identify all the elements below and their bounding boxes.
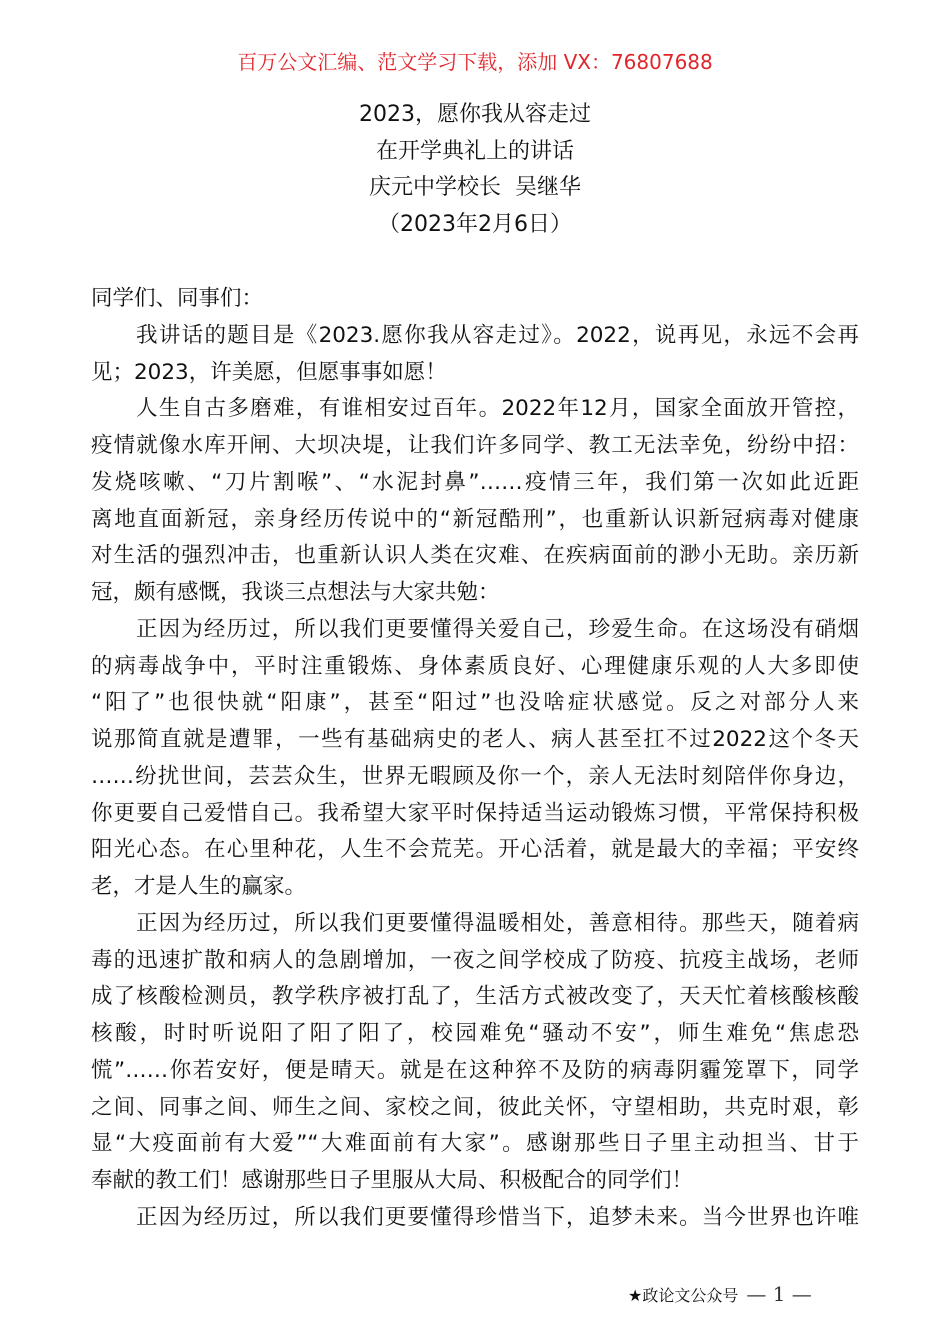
speech-author: 庆元中学校长 吴继华 [369,175,581,200]
paragraph-line: 的病毒战争中，平时注重锻炼、身体素质良好、心理健康乐观的人大多即使 [91,653,859,679]
paragraph [91,906,859,1200]
paragraph-line: ……纷扰世间，芸芸众生，世界无暇顾及你一个，亲人无法时刻陪伴你身边， [91,763,859,789]
paragraph-line: 正因为经历过，所以我们更要懂得温暖相处，善意相待。那些天，随着病 [136,910,859,936]
paragraph-line: 显“大疫面前有大爱”“大难面前有大家”。感谢那些日子里主动担当、甘于 [91,1131,859,1157]
paragraph-line: 冠，颇有感慨，我谈三点想法与大家共勉： [91,580,500,605]
paragraph-line: 核酸，时时听说阳了阳了阳了，校园难免“骚动不安”，师生难免“焦虑恐 [91,1021,859,1046]
speech-subtitle: 在开学典礼上的讲话 [375,139,574,164]
paragraph-line: 发烧咳嗽、“刀片割喉”、“水泥封鼻”……疫情三年，我们第一次如此近距 [91,469,859,495]
paragraph-line: 见；2023，许美愿，但愿事事如愿！ [91,359,447,385]
paragraph-line: 奉献的教工们！感谢那些日子里服从大局、积极配合的同学们！ [91,1168,694,1193]
speech-title: 2023，愿你我从容走过 [359,102,591,127]
paragraph [91,1200,859,1237]
paragraph-line: 成了核酸检测员，教学秩序被打乱了，生活方式被改变了，天天忙着核酸核酸 [91,984,859,1010]
paragraph-line: 正因为经历过，所以我们更要懂得关爱自己，珍爱生命。在这场没有硝烟 [136,616,859,642]
paragraph-line: 之间、同事之间、师生之间、家校之间，彼此关怀，守望相助，共克时艰，彰 [91,1094,859,1120]
paragraph-line: 同学们、同事们： [91,286,264,311]
paragraph [91,612,859,906]
footer-source: ★政论文公众号 [628,1285,739,1305]
speech-date: （2023年2月6日） [378,212,572,237]
paragraph-line: 你更要自己爱惜自己。我希望大家平时保持适当运动锻炼习惯，平常保持积极 [91,800,859,826]
paragraph [91,391,859,612]
paragraph-line: “阳了”也很快就“阳康”，甚至“阳过”也没啥症状感觉。反之对部分人来 [91,690,859,716]
paragraph-line: 人生自古多磨难，有谁相安过百年。2022年12月，国家全面放开管控， [136,396,859,422]
watermark-banner: 百万公文汇编、范文学习下载，添加 VX：76807688 [237,50,713,74]
paragraph [91,318,859,392]
paragraph-line: 对生活的强烈冲击，也重新认识人类在灾难、在疾病面前的渺小无助。亲历新 [91,543,859,569]
paragraph-line: 阳光心态。在心里种花，人生不会荒芜。开心活着，就是最大的幸福；平安终 [91,837,859,863]
paragraph-line: 我讲话的题目是《2023.愿你我从容走过》。2022，说再见，永远不会再 [136,322,859,348]
paragraph-line: 说那简直就是遭罪，一些有基础病史的老人、病人甚至扛不过2022这个冬天 [91,727,859,752]
paragraph-line: 疫情就像水库开闸、大坝决堤，让我们许多同学、教工无法幸免，纷纷中招： [91,433,859,458]
page-number: — 1 — [746,1282,812,1306]
paragraph [91,281,859,318]
paragraph-line: 毒的迅速扩散和病人的急剧增加，一夜之间学校成了防疫、抗疫主战场，老师 [91,947,859,973]
page-footer [628,1282,812,1306]
paragraph-line: 正因为经历过，所以我们更要懂得珍惜当下，追梦未来。当今世界也许唯 [136,1204,859,1230]
speech-body [91,281,859,1237]
paragraph-line: 慌”……你若安好，便是晴天。就是在这种猝不及防的病毒阴霾笼罩下，同学 [91,1057,859,1083]
paragraph-line: 老，才是人生的赢家。 [91,874,307,899]
paragraph-line: 离地直面新冠，亲身经历传说中的“新冠酷刑”，也重新认识新冠病毒对健康 [91,506,859,532]
